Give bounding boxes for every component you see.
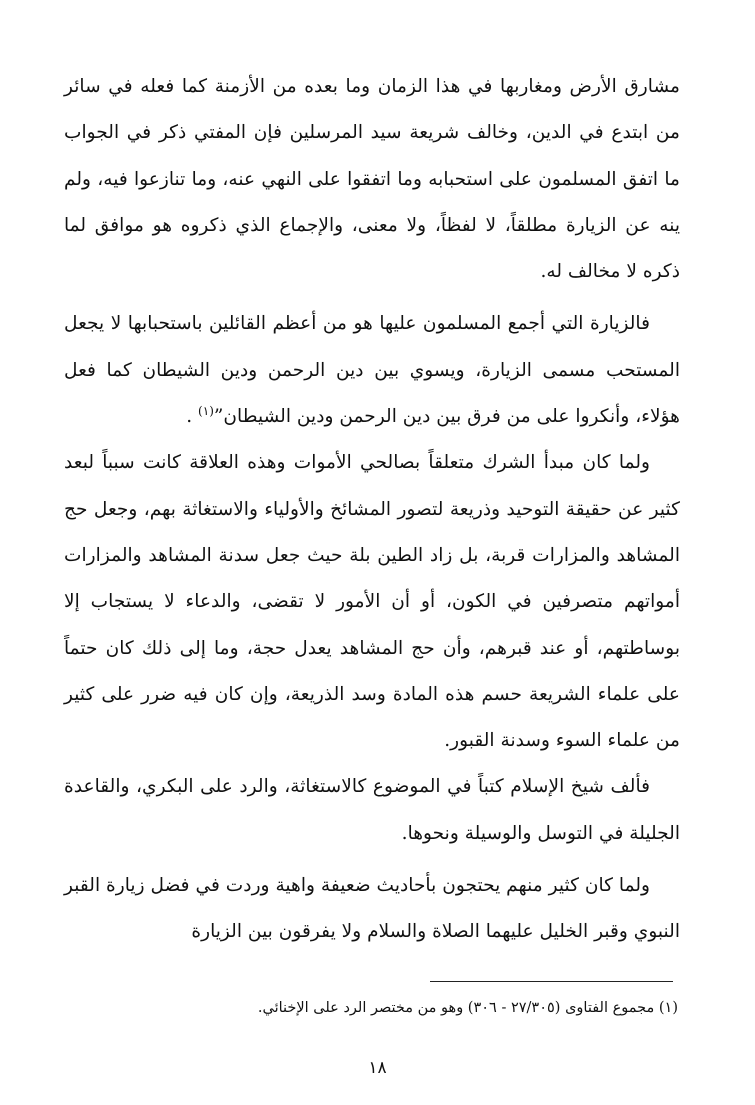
paragraph-4-text: فألف شيخ الإسلام كتباً في الموضوع كالاستغاثة، والرد على البكري، والقاعدة الجليلة في التوسل والوسيلة ونحوها.: [64, 776, 680, 844]
page-number: ١٨: [368, 1058, 387, 1078]
paragraph-3: [64, 440, 680, 764]
footnote: (١) مجموع الفتاوى (٢٧/٣٠٥ - ٣٠٦) وهو من مختصر الرد على الإخنائي.: [257, 1000, 678, 1016]
footnote-reference: (١): [198, 403, 214, 418]
paragraph-1: [64, 64, 680, 295]
paragraph-3-text: ولما كان مبدأ الشرك متعلقاً بصالحي الأموات وهذه العلاقة كانت سبباً لبعد كثير عن حقيقة التوحيد وذريعة لتصور المشائخ والأولياء والاستغاثة بهم، وجعل حج المشاهد والمزارات قربة، بل زاد الطين بلة حيث جعل سدنة المشاهد والمزارات أمواتهم متصرفين في الكون، أو أن الأمور لا تقضى، والدعاء لا يستجاب إلا بوساطتهم، أو عند قبرهم، وأن حج المشاهد يعدل حجة، وما إلى ذلك كان حتماً على علماء الشريعة حسم هذه المادة وسد الذريعة، وإن كان فيه ضرر على كثير من علماء السوء وسدنة القبور.: [64, 452, 680, 752]
paragraph-2-tail: .: [186, 406, 199, 428]
paragraph-2: [64, 301, 680, 440]
paragraph-5: [64, 863, 680, 956]
paragraph-4: [64, 764, 680, 857]
footnote-divider: [430, 981, 673, 982]
paragraph-5-text: ولما كان كثير منهم يحتجون بأحاديث ضعيفة واهية وردت في فضل زيارة القبر النبوي وقبر الخليل عليهما الصلاة والسلام ولا يفرقون بين الزيارة: [64, 875, 680, 943]
main-text: [64, 64, 680, 956]
paragraph-2-text: فالزيارة التي أجمع المسلمون عليها هو من أعظم القائلين باستحبابها لا يجعل المستحب مسمى الزيارة، ويسوي بين دين الرحمن ودين الشيطان كما فعل هؤلاء، وأنكروا على من فرق بين دين الرحمن ودين الشيطان”: [64, 313, 680, 428]
paragraph-1-text: مشارق الأرض ومغاربها في هذا الزمان وما بعده من الأزمنة كما فعله في سائر من ابتدع في الدين، وخالف شريعة سيد المرسلين فإن المفتي ذكر في الجواب ما اتفق المسلمون على استحبابه وما اتفقوا على النهي عنه، وما تنازعوا فيه، ولم ينه عن الزيارة مطلقاً، لا لفظاً، ولا معنى، والإجماع الذي ذكروه هو موافق لما ذكره لا مخالف له.: [64, 76, 680, 283]
